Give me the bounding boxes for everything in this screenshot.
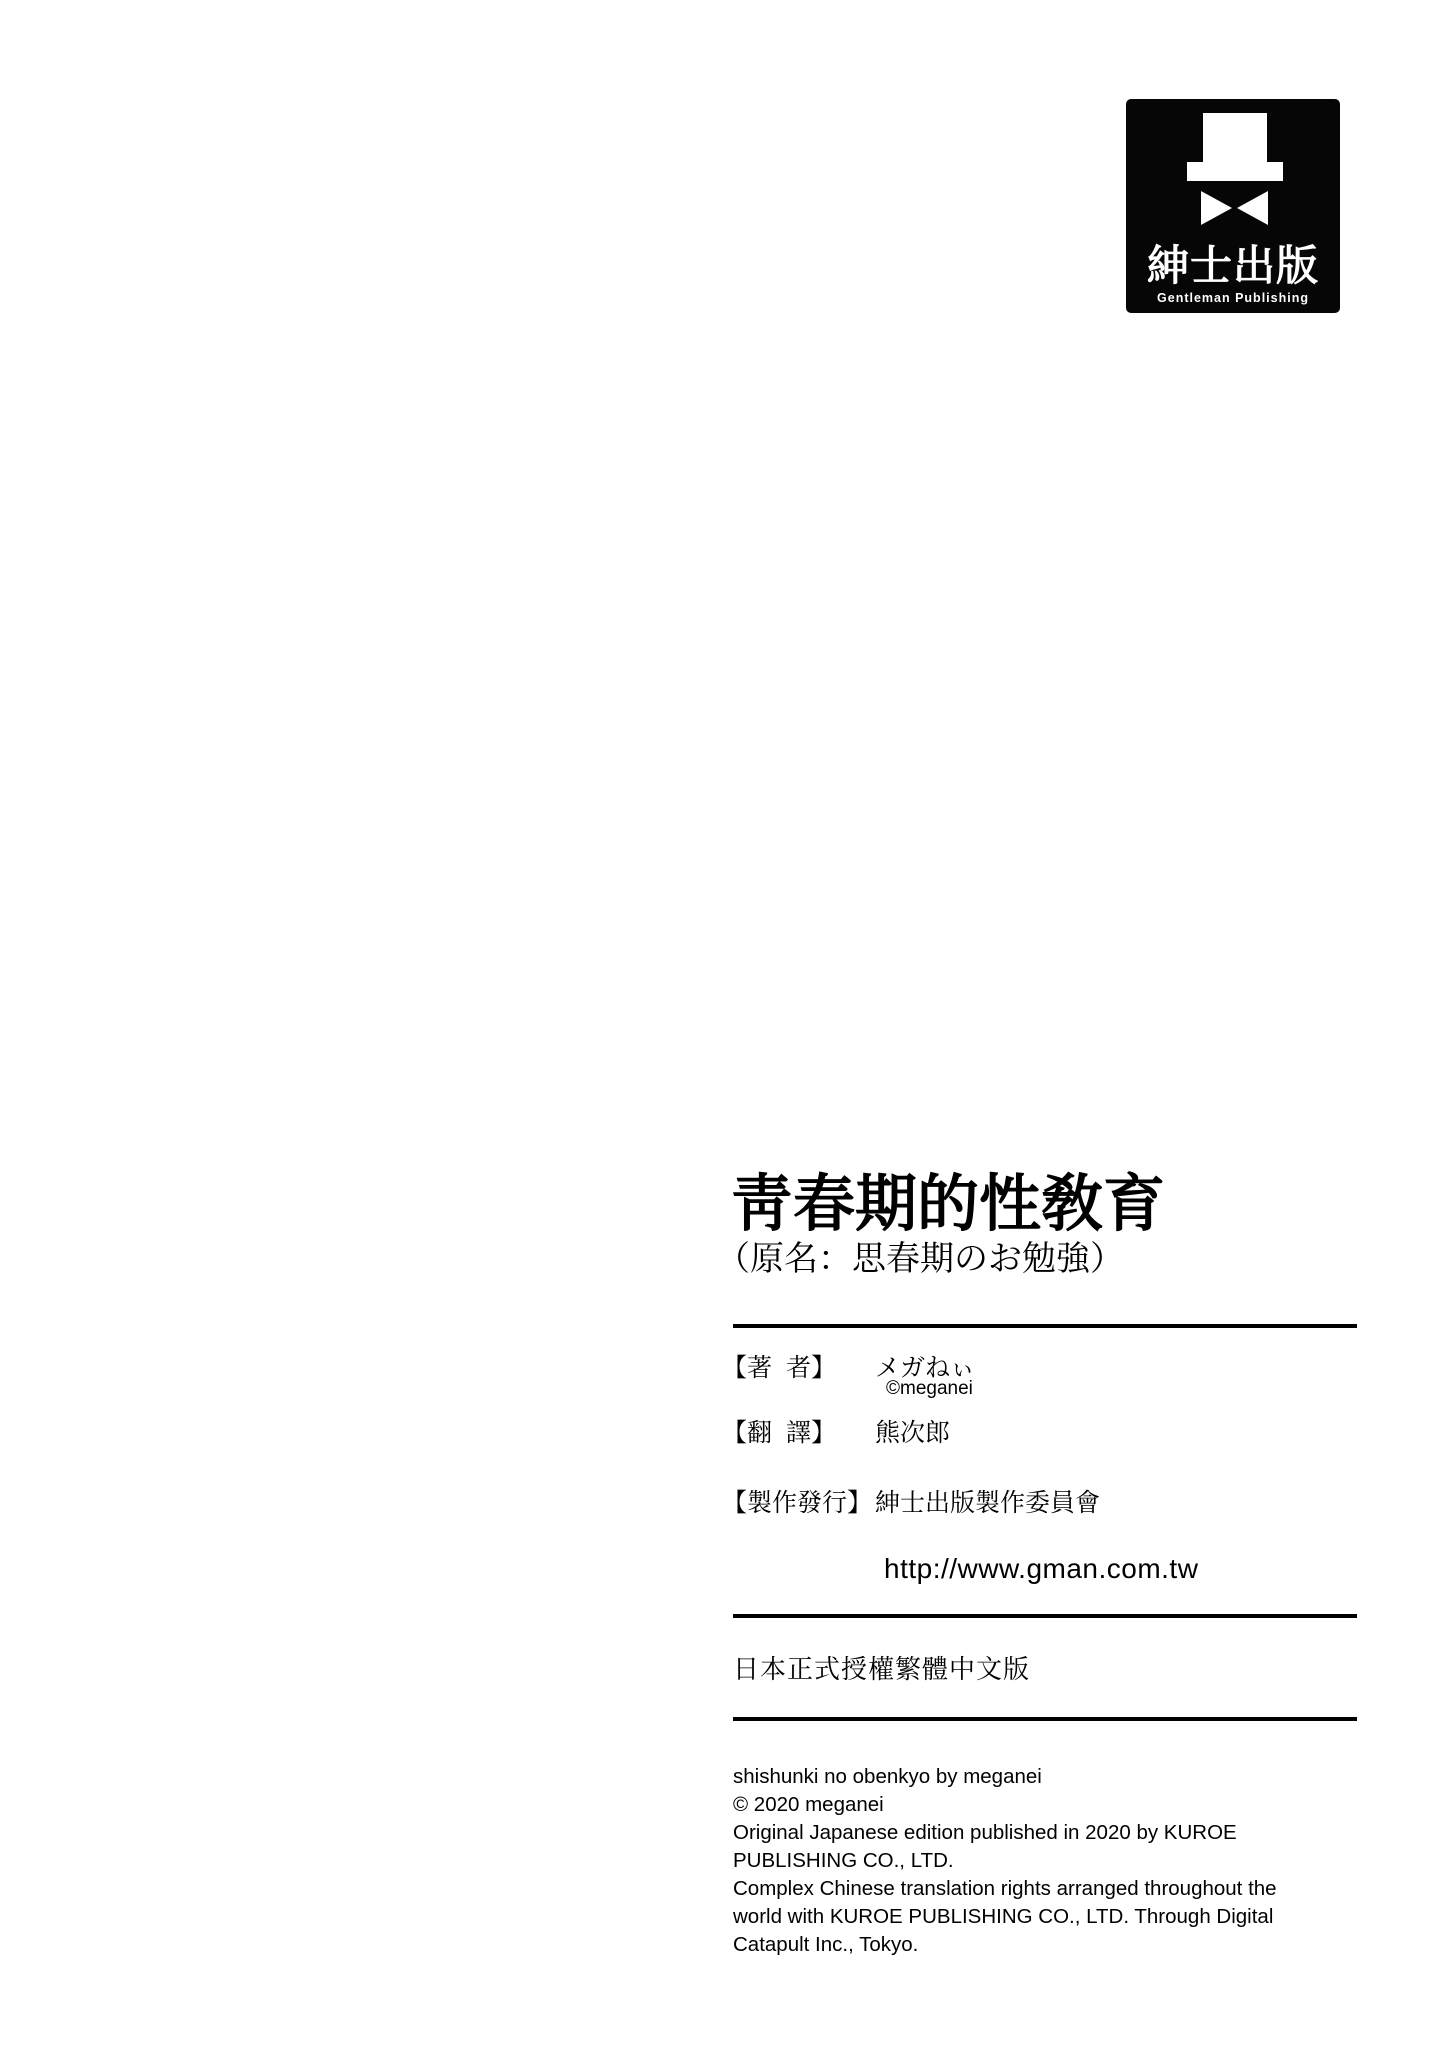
publisher-name-cjk: 紳士出版: [1146, 242, 1319, 289]
publisher-name-en: Gentleman Publishing: [1157, 291, 1309, 305]
publisher-website-url: http://www.gman.com.tw: [884, 1553, 1199, 1584]
credit-label-publisher: 【 製作發行 】: [722, 1489, 873, 1517]
publisher-logo: [1126, 99, 1340, 313]
copyright-line: Catapult Inc., Tokyo.: [733, 1933, 919, 1956]
copyright-line: Original Japanese edition published in 2020 by KUROE: [733, 1821, 1237, 1844]
divider-rule-top: [733, 1324, 1357, 1328]
credit-label-author: 【 著者 】: [722, 1354, 836, 1382]
bracket-close: 】: [810, 1419, 836, 1447]
bracket-open: 【: [722, 1489, 748, 1517]
book-title: 靑春期的性敎育: [731, 1170, 1166, 1239]
credit-value-publisher: 紳士出版製作委員會: [875, 1489, 1101, 1517]
top-hat-brim-icon: [1187, 162, 1283, 181]
copyright-block: [733, 1763, 1277, 1959]
divider-rule-middle: [733, 1614, 1357, 1618]
copyright-line: Complex Chinese translation rights arranged throughout the: [733, 1877, 1277, 1900]
credit-label-translator: 【 翻譯 】: [722, 1419, 836, 1447]
bracket-close: 】: [810, 1354, 836, 1382]
bracket-open: 【: [722, 1354, 748, 1382]
top-hat-icon: [1203, 113, 1267, 163]
copyright-line: PUBLISHING CO., LTD.: [733, 1849, 954, 1872]
bracket-open: 【: [722, 1419, 748, 1447]
credit-row-translator: [722, 1419, 950, 1447]
copyright-line: shishunki no obenkyo by meganei: [733, 1765, 1042, 1788]
copyright-line: © 2020 meganei: [733, 1793, 884, 1816]
credit-value-translator: 熊次郎: [875, 1419, 951, 1447]
copyright-line: world with KUROE PUBLISHING CO., LTD. Through Digital: [733, 1905, 1274, 1928]
author-copyright-note: ©meganei: [886, 1378, 973, 1399]
divider-rule-bottom: [733, 1717, 1357, 1721]
credit-value-author: メガねぃ: [875, 1354, 976, 1382]
bracket-close: 】: [847, 1489, 873, 1517]
license-note: 日本正式授權繁體中文版: [733, 1654, 1031, 1684]
bowtie-icon: [1201, 191, 1268, 225]
credit-row-publisher: [722, 1489, 1100, 1517]
book-original-title: （原名：思春期のお勉強）: [716, 1240, 1124, 1278]
